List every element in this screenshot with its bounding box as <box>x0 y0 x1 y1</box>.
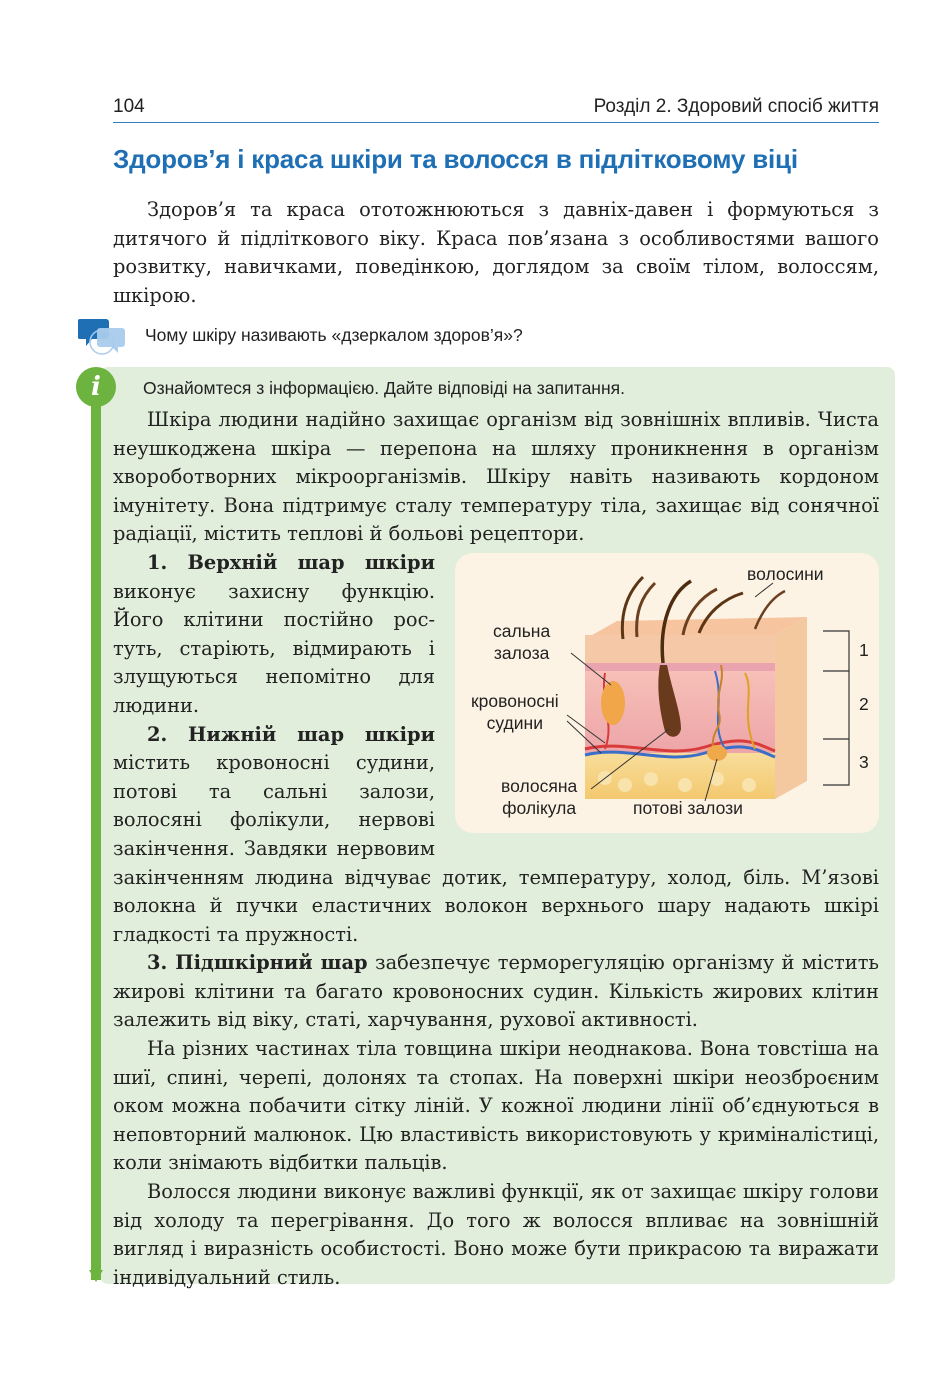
arrow-down-icon <box>89 1270 103 1282</box>
paragraph-hair: Волосся людини виконує важливі функції, як от захищає шкіру голови від холоду та перегрівання. До того ж волосся впливає на зовнішній вигляд і виразність особистості. Воно може бути прикрасою та виражати індивідуальний стиль. <box>113 1180 879 1289</box>
label-layer-1: 1 <box>859 639 869 660</box>
label-layer-3: 3 <box>859 751 869 772</box>
intro-line: волоссям, шкірою. <box>113 255 879 307</box>
label-follicle-line: волосяна <box>501 775 578 796</box>
instruction-text: Ознайомтеся з інформацією. Дайте відповіді на запитання. <box>143 378 625 398</box>
term-subcutaneous: 3. Підшкірний шар <box>147 951 368 975</box>
paragraph-skin: Шкіра людини надійно захищає організм від зовнішніх впливів. Чиста неушкоджена шкіра — перепона на шляху проникнення в організм хвороботворних мікроорганізмів. Шкіру навіть називають кордоном імунітету. Вона підтримує сталу температуру тіла, захищає від сонячної радіації, містить теплові й больові рецептори. <box>113 408 879 546</box>
paragraph-subcutaneous <box>113 949 879 1035</box>
info-box-bar <box>91 400 101 1280</box>
chapter-title: Розділ 2. Здоровий спосіб життя <box>593 96 879 117</box>
label-vessels <box>471 690 559 734</box>
fat-layer <box>585 753 775 799</box>
label-layer-2: 2 <box>859 693 869 714</box>
label-sebaceous-line: сальна <box>493 620 551 641</box>
page-number: 104 <box>113 96 145 117</box>
label-follicle <box>501 775 577 819</box>
term-lower-layer: 2. Нижній шар шкіри <box>147 722 435 746</box>
intro-paragraph <box>113 196 879 310</box>
label-follicle-line: фолікула <box>502 797 577 818</box>
upper-layer-text: виконує захисну функцію. Його клітини постійно ростуть, старіють, відмирають і злущуються непомітно для людини. <box>113 579 435 717</box>
label-sebaceous-line: залоза <box>493 642 550 663</box>
label-vessels-line: судини <box>486 712 543 733</box>
discussion-icon <box>78 316 128 356</box>
sweat-gland <box>707 745 727 761</box>
info-icon: i <box>76 367 116 407</box>
intro-line: Здоров’я та краса ототожнюються з давніх-давен і формуються <box>147 198 855 221</box>
subcutaneous-text: забезпечує терморегуляцію організму й містить жирові клітини та багато кровоносних судин. Кількість жирових клітин залежить від віку, статі, харчування, рухової активності. <box>113 951 879 1032</box>
label-vessels-line: кровоносні <box>471 690 559 711</box>
question-text: Чому шкіру називають «дзеркалом здоров’я»? <box>145 325 523 345</box>
page-header <box>113 94 879 123</box>
label-sweat-glands: потові залози <box>633 797 743 818</box>
section-title: Здоров’я і краса шкіри та волосся в підлітковому віці <box>113 144 798 174</box>
intro-line: з дитячого й підліткового віку. Краса пов’язана з особливостями <box>113 198 879 250</box>
label-sebaceous <box>493 620 550 664</box>
lower-layer-text: містить кровоносні судини, потові та сальні залози, волосяні фолікули, нервові закінчення. Завдяки нервовим закінченням людина відчуває дотик, температуру, холод, біль. М’язові волокна й пучки еластичних волокон верхнього шару надають шкірі гладкості та пружності. <box>113 751 879 946</box>
term-upper-layer: 1. Верхній шар шкіри <box>147 550 435 574</box>
paragraph-thickness: На різних частинах тіла товщина шкіри неоднакова. Вона товстіша на шиї, спині, черепі, долонях та стопах. На поверхні шкіри неозброєним оком можна побачити сітку ліній. У кожної людини лінії об’єднуються в неповторний малюнок. Цю властивість використовують у криміналістиці, коли знімають відбитки пальців. <box>113 1037 879 1175</box>
info-text <box>113 406 879 1292</box>
sebaceous-gland <box>601 681 625 725</box>
skin-structure-figure <box>455 553 879 833</box>
label-hairs: волосини <box>747 563 824 584</box>
intro-line: вашого розвитку, навичками, поведінкою, доглядом за своїм тілом, <box>113 226 879 279</box>
